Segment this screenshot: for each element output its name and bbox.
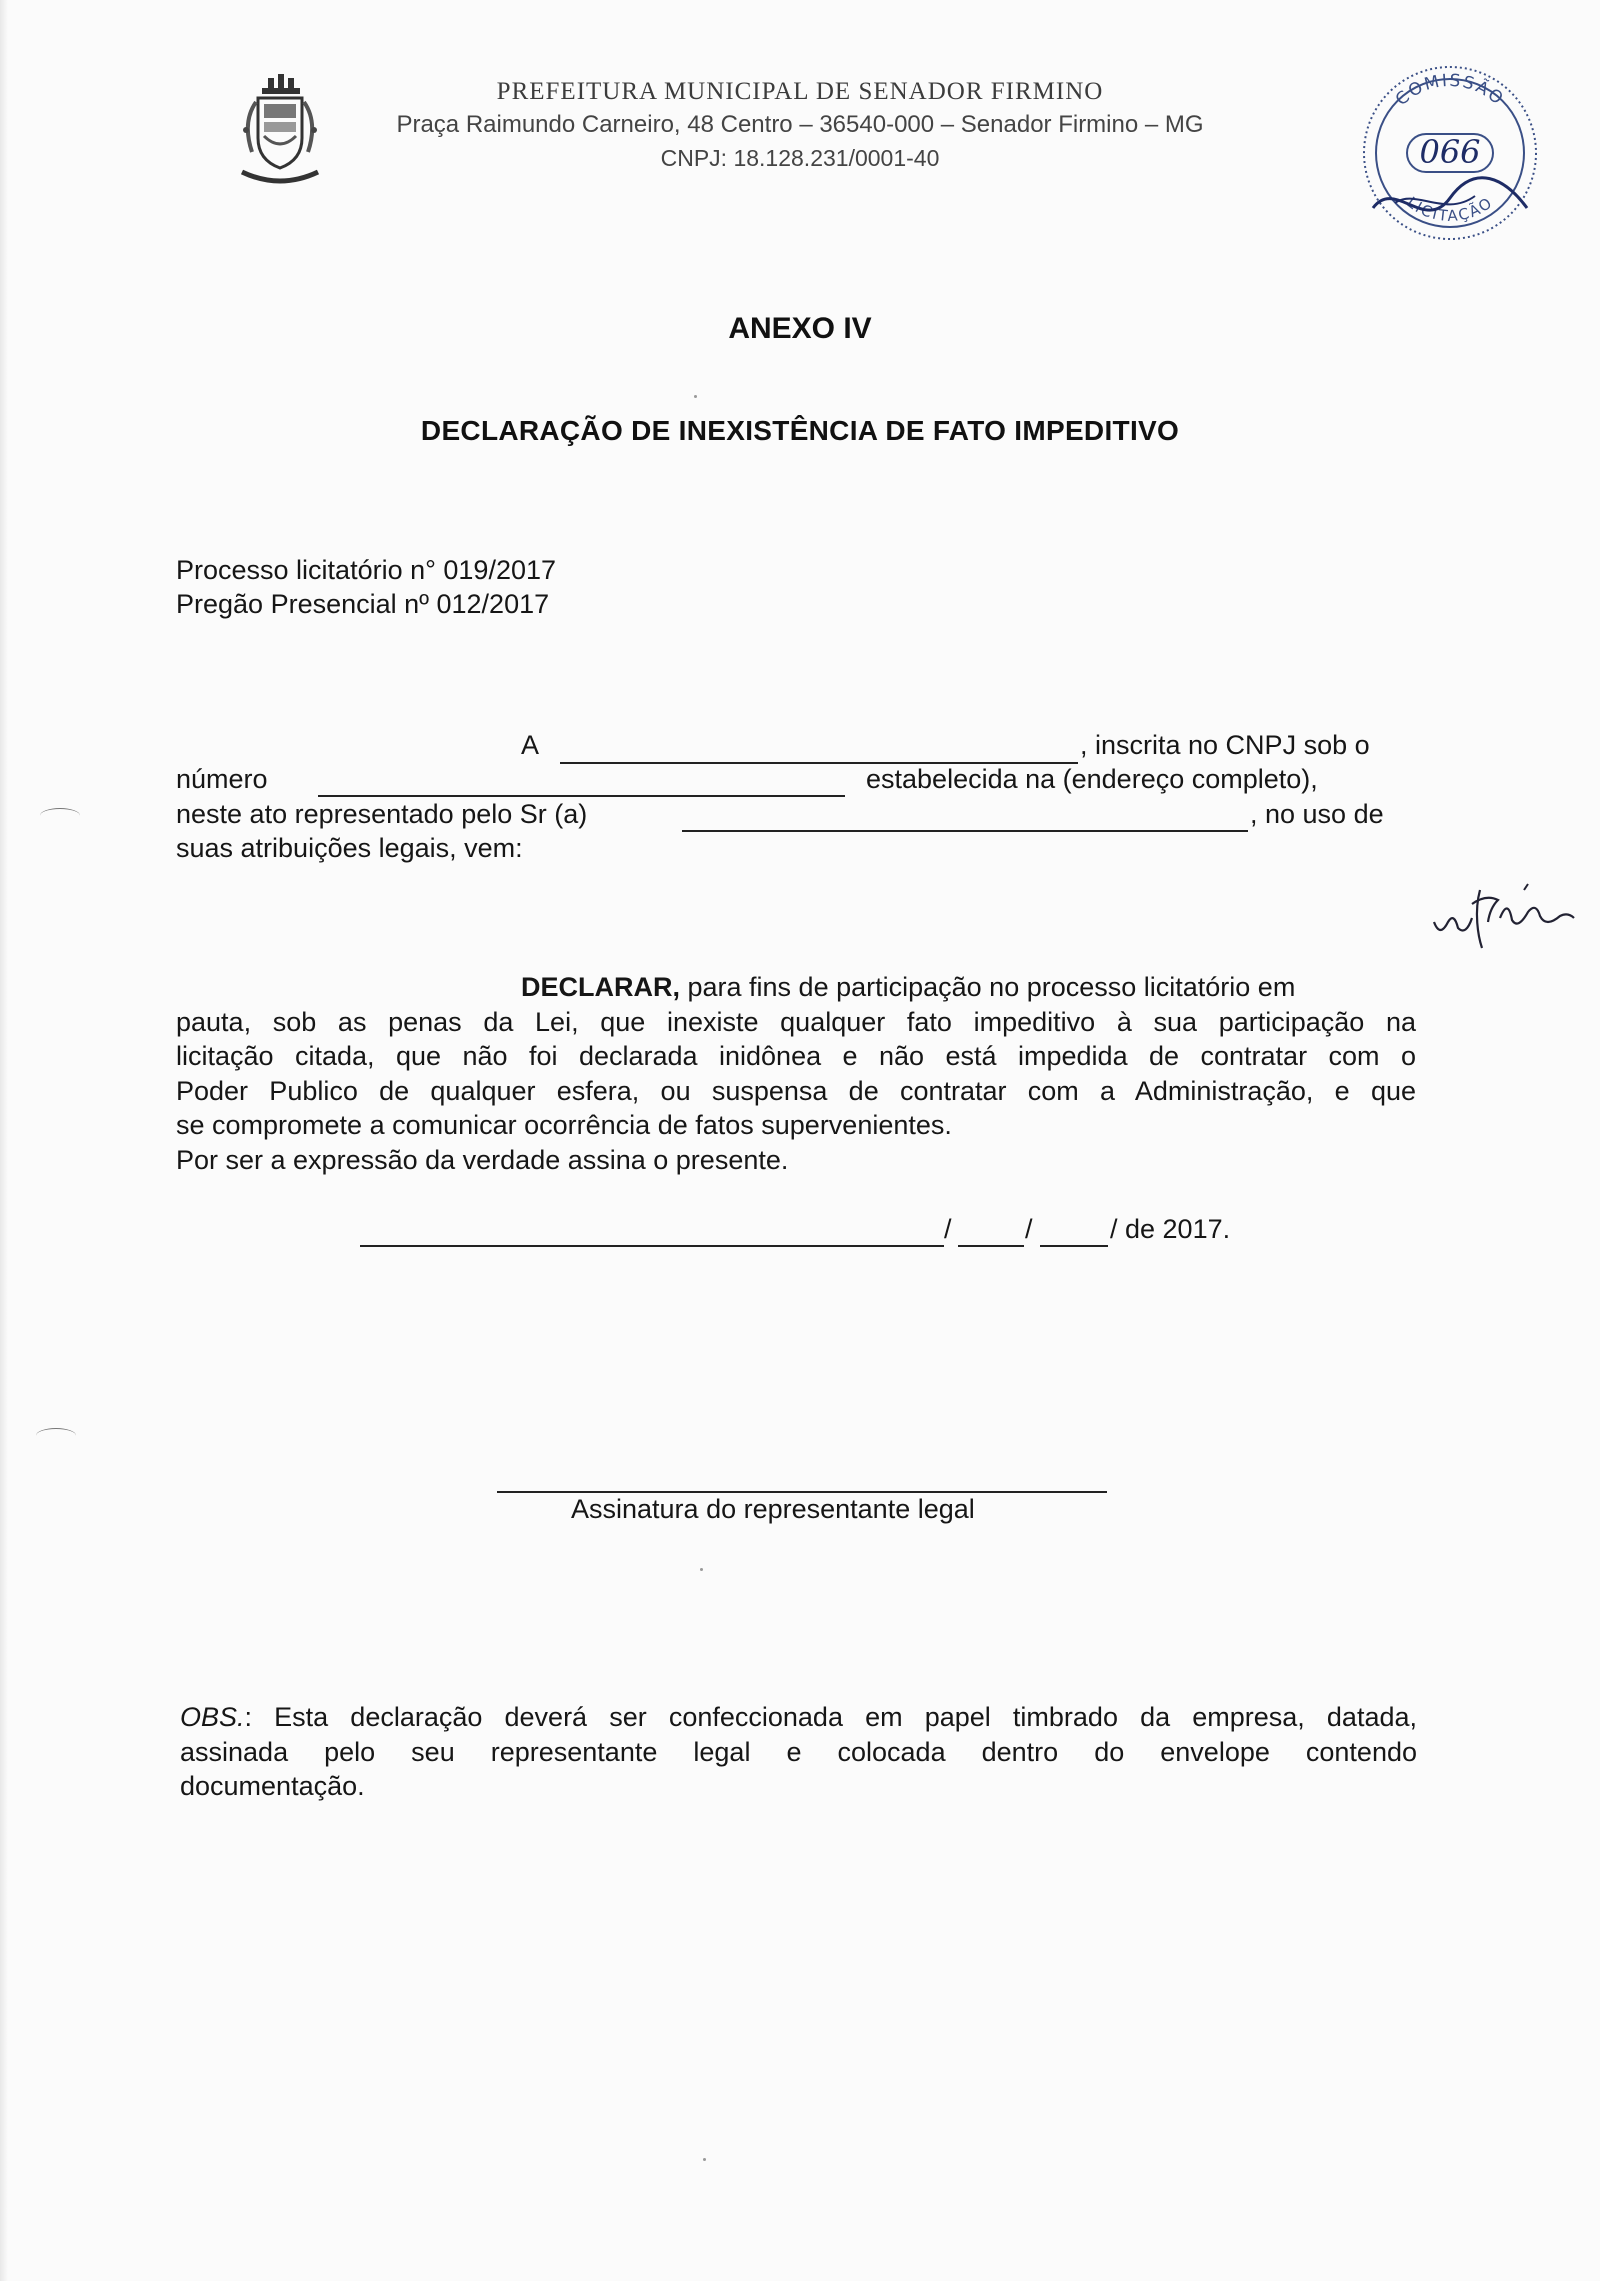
declare-keyword: DECLARAR, [521,972,680,1002]
stamp-top-text: COMISSÃO [1391,70,1509,111]
signature-line[interactable] [497,1491,1107,1493]
auction-number: Pregão Presencial nº 012/2017 [176,589,550,619]
date-slash-2: / [1025,1214,1033,1244]
declare-line-1-text: para fins de participação no processo licitatório em [680,972,1296,1002]
declare-line-6: Por ser a expressão da verdade assina o presente. [176,1145,789,1175]
day-blank[interactable] [958,1245,1024,1247]
declare-line-2: pauta, sob as penas da Lei, que inexiste qualquer fato impeditivo à sua participação na [176,1007,1416,1037]
declare-line-1 [521,972,1295,1003]
signature-label: Assinatura do representante legal [571,1494,975,1524]
address-clause: estabelecida na (endereço completo), [866,764,1318,794]
scan-speck [694,395,697,398]
month-blank[interactable] [1040,1245,1108,1247]
representative-name-blank[interactable] [682,830,1248,832]
date-year: / de 2017. [1110,1214,1231,1244]
initials-signature [1428,872,1578,952]
declare-line-4: Poder Publico de qualquer esfera, ou suspensa de contratar com a Administração, e que [176,1076,1416,1106]
institution-name: PREFEITURA MUNICIPAL DE SENADOR FIRMINO [496,78,1104,105]
institution-cnpj: CNPJ: 18.128.231/0001-40 [660,145,940,171]
obs-line-1-text: : Esta declaração deverá ser confeccionada em papel timbrado da empresa, datada, [244,1702,1417,1732]
hole-punch-mark-top [40,808,80,823]
attributions-line: suas atribuições legais, vem: [176,833,523,863]
scan-speck [703,2158,706,2161]
cnpj-clause: , inscrita no CNPJ sob o [1080,730,1370,760]
institution-address: Praça Raimundo Carneiro, 48 Centro – 36540-000 – Senador Firmino – MG [396,111,1204,138]
annex-title: ANEXO IV [728,312,872,345]
stamp-bottom-text: LICITAÇÃO [1403,193,1497,225]
declare-line-5: se compromete a comunicar ocorrência de fatos supervenientes. [176,1110,952,1140]
stamp-page-number: 066 [1419,133,1481,171]
number-label: número [176,764,268,794]
obs-label: OBS. [180,1702,245,1732]
obs-line-2: assinada pelo seu representante legal e colocada dentro do envelope contendo [180,1737,1417,1767]
hole-punch-mark-bottom [36,1428,76,1443]
date-slash-1: / [944,1214,952,1244]
company-prefix: A [521,730,540,760]
declaration-title: DECLARAÇÃO DE INEXISTÊNCIA DE FATO IMPEDITIVO [420,415,1180,446]
cnpj-number-blank[interactable] [318,795,845,797]
process-number: Processo licitatório n° 019/2017 [176,555,557,585]
obs-line-3: documentação. [180,1771,365,1801]
representative-label: neste ato representado pelo Sr (a) [176,799,588,829]
use-clause: , no uso de [1250,799,1384,829]
declare-line-3: licitação citada, que não foi declarada inidônea e não está impedida de contratar com o [176,1041,1416,1071]
scan-speck [700,1568,703,1571]
commission-stamp [1355,58,1545,248]
place-blank[interactable] [360,1245,944,1247]
obs-line-1 [180,1702,1417,1733]
